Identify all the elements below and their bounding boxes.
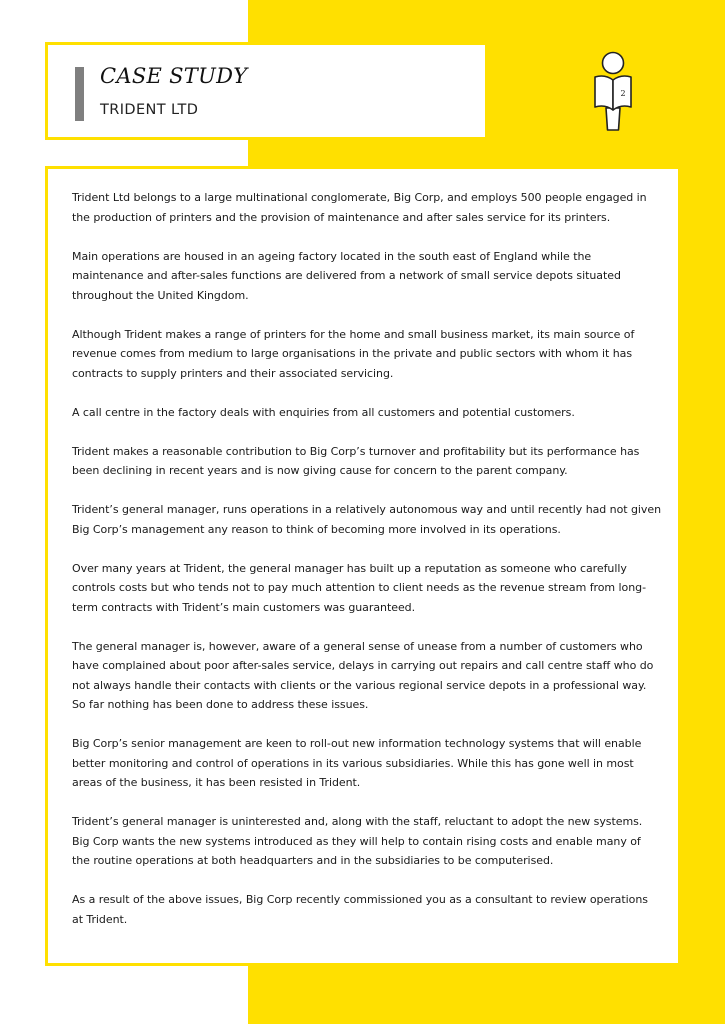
case-study-content-card (45, 166, 681, 966)
paragraph: Although Trident makes a range of printers for the home and small business market, its main source of revenue comes from medium to large organisations in the private and public sectors with whom it has contracts to supply printers and their associated servicing. (72, 327, 635, 380)
paragraph: As a result of the above issues, Big Corp recently commissioned you as a consultant to review operations at Trident. (72, 893, 648, 926)
paragraph: Over many years at Trident, the general manager has built up a reputation as someone who carefully controls costs but who tends not to pay much attention to client needs as the revenue stream from long-term contracts with Trident’s main customers was guaranteed. (72, 561, 647, 614)
reader-icon-number: 2 (620, 89, 626, 98)
paragraph: A call centre in the factory deals with enquiries from all customers and potential customers. (72, 405, 575, 419)
paragraph: Main operations are housed in an ageing factory located in the south east of England while the maintenance and after-sales functions are delivered from a network of small service depots situated throughout the United Kingdom. (72, 249, 621, 302)
paragraph: Trident’s general manager, runs operations in a relatively autonomous way and until recently had not given Big Corp’s management any reason to think of becoming more involved in its operations. (72, 503, 662, 536)
header-accent-bar (75, 67, 84, 121)
paragraph: The general manager is, however, aware of a general sense of unease from a number of customers who have complained about poor after-sales service, delays in carrying out repairs and call centre staff who do not always handle their contacts with clients or the various regional service depots in a professional way. So far nothing has been done to address these issues. (72, 639, 654, 711)
paragraph: Trident makes a reasonable contribution to Big Corp’s turnover and profitability but its performance has been declining in recent years and is now giving cause for concern to the parent company. (72, 444, 640, 477)
paragraph: Big Corp’s senior management are keen to roll-out new information technology systems that will enable better monitoring and control of operations in its various subsidiaries. While this has gone well in most areas of the business, it has been resisted in Trident. (72, 737, 642, 789)
paragraph: Trident Ltd belongs to a large multinational conglomerate, Big Corp, and employs 500 people engaged in the production of printers and the provision of maintenance and after sales service for its printers. (72, 191, 647, 224)
case-study-body (72, 188, 662, 949)
person-reading-book-icon (590, 50, 636, 136)
page-title: CASE STUDY (100, 64, 248, 88)
page-subtitle: TRIDENT LTD (100, 102, 199, 118)
paragraph: Trident’s general manager is uninterested and, along with the staff, reluctant to adopt the new systems. Big Corp wants the new systems introduced as they will help to contain rising costs and enable many of the routine operations at both headquarters and in the subsidiaries to be computerised. (72, 815, 643, 867)
header-card (45, 42, 488, 140)
